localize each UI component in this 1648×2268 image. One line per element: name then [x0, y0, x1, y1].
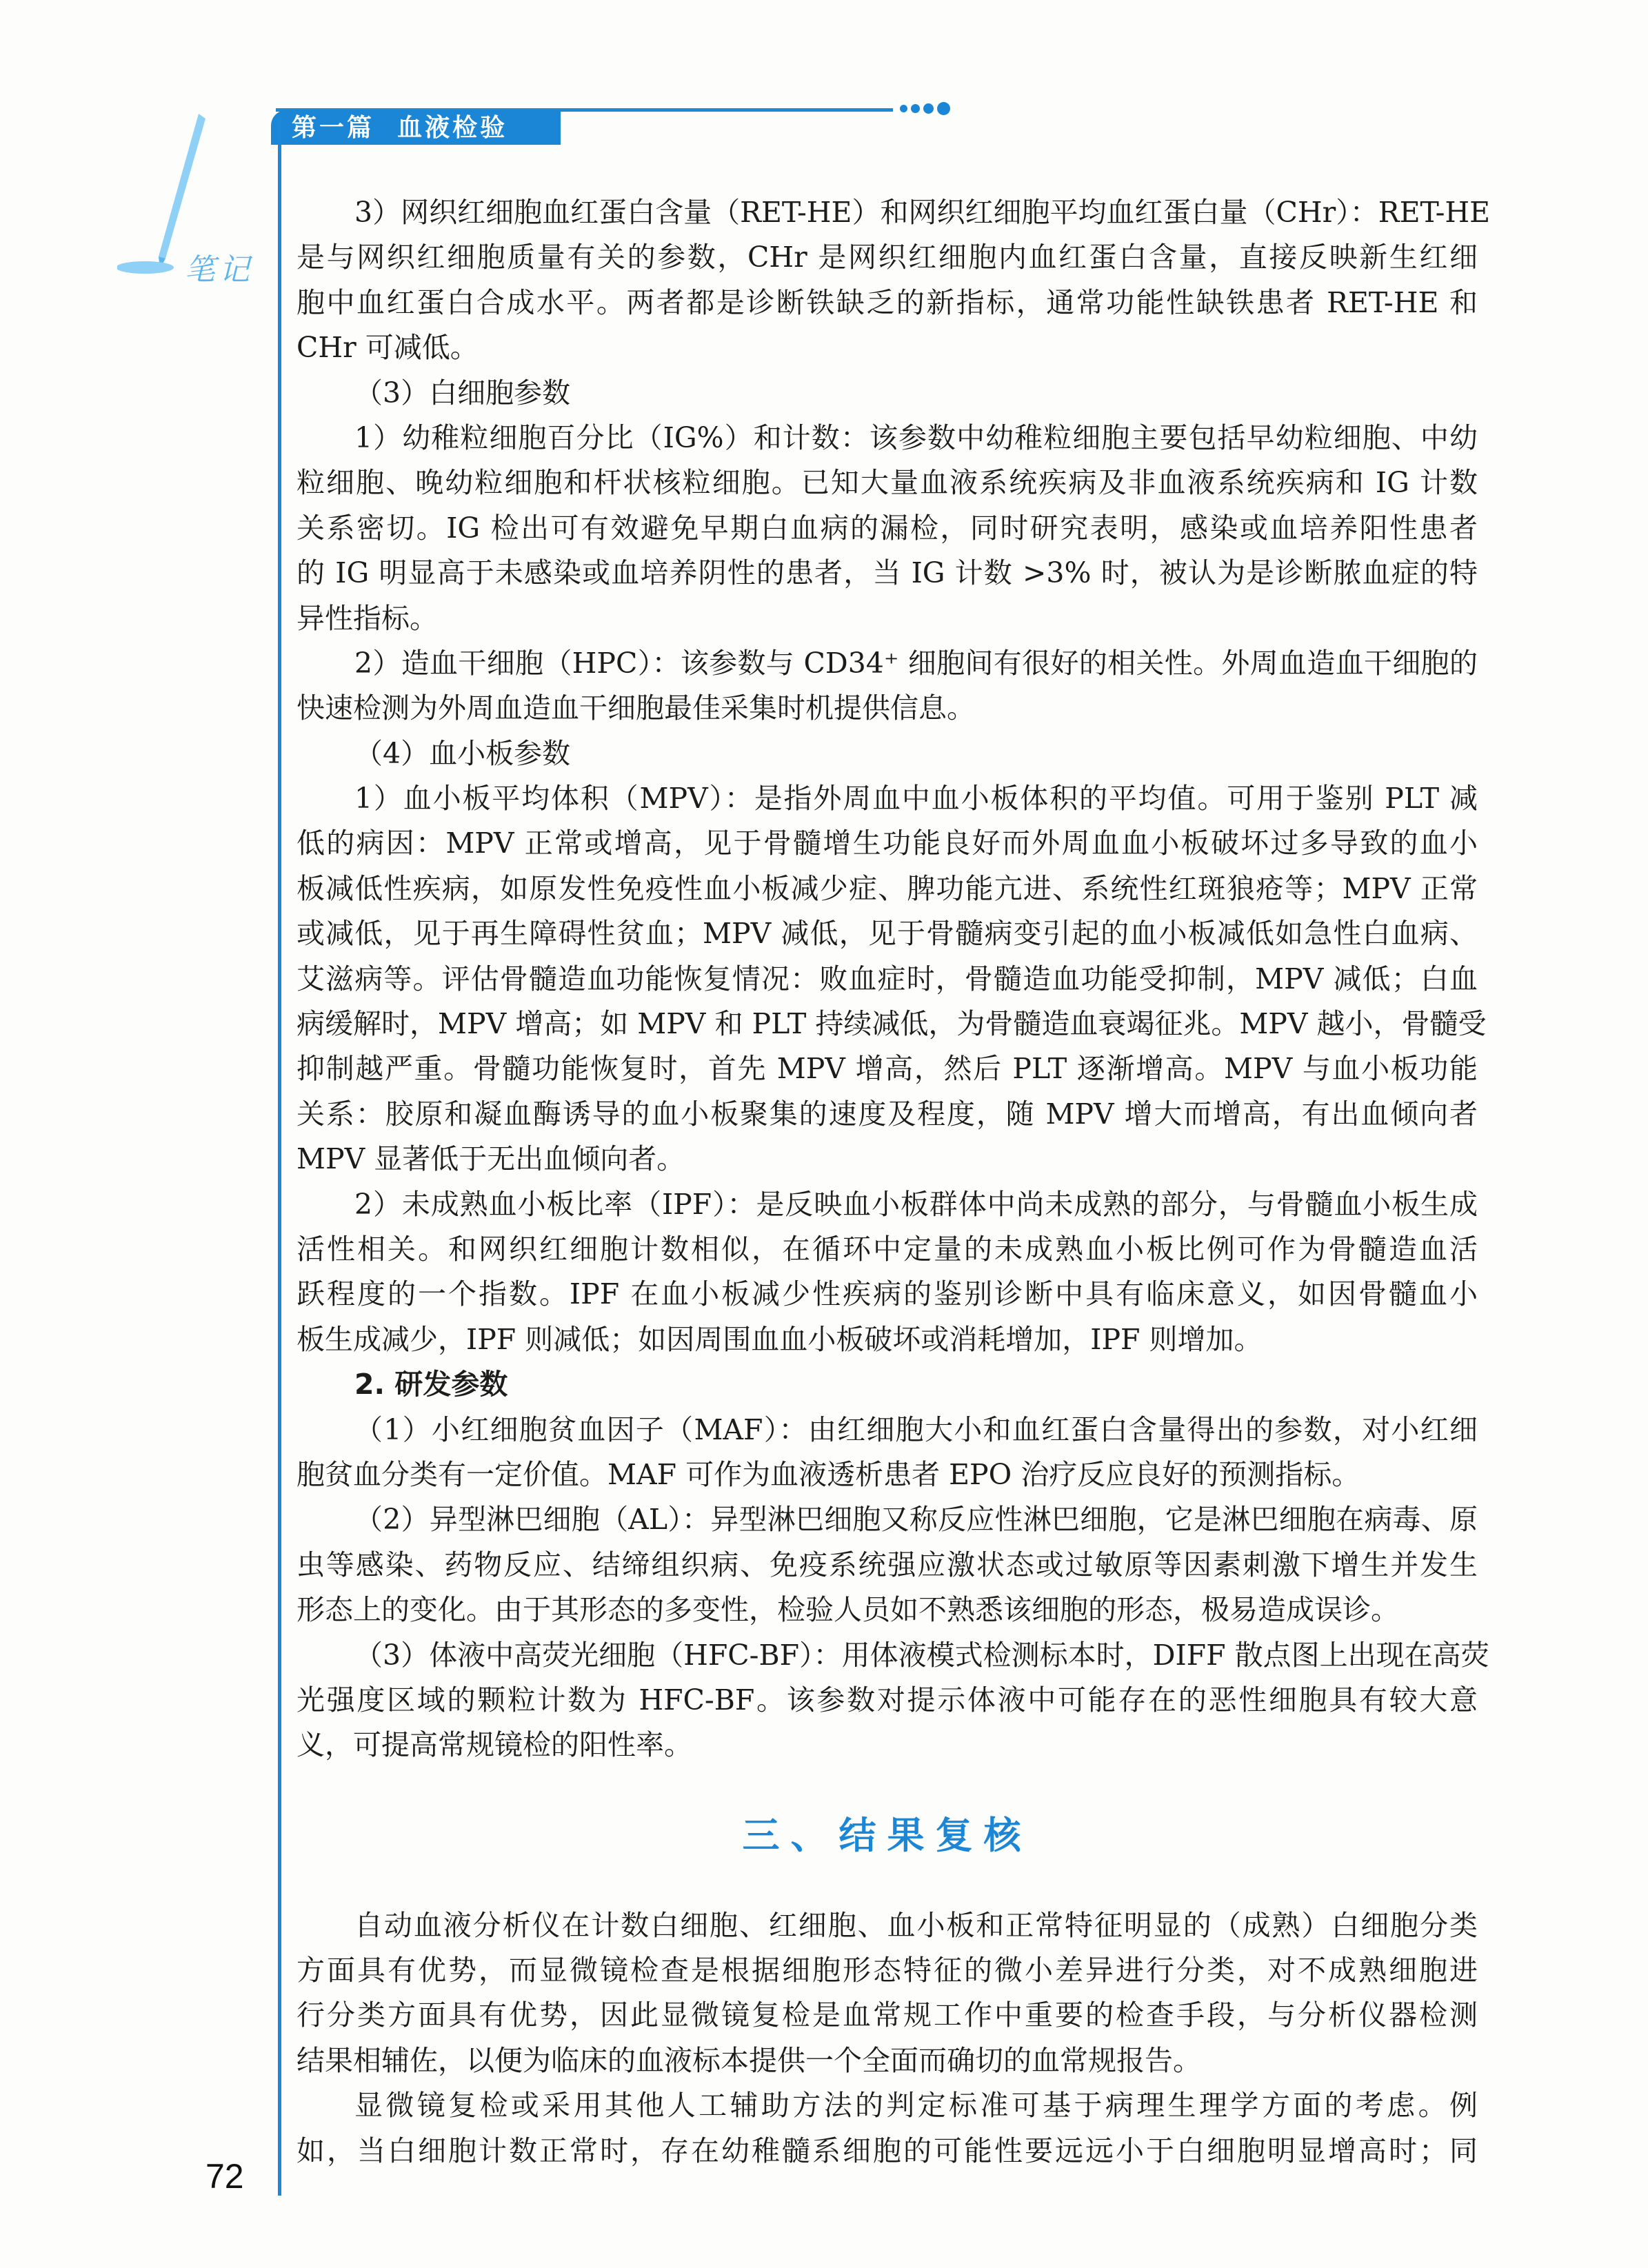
- text-line: 关系：胶原和凝血酶诱导的血小板聚集的速度及程度，随 MPV 增大而增高，有出血倾向者: [297, 1097, 1478, 1131]
- text-line: 3）网织红细胞血红蛋白含量（RET-HE）和网织红细胞平均血红蛋白量（CHr）：RET-HE: [354, 196, 1491, 229]
- text-line: 粒细胞、晚幼粒细胞和杆状核粒细胞。已知大量血液系统疾病及非血液系统疾病和 IG 计数: [297, 466, 1478, 500]
- text-line: 形态上的变化。由于其形态的多变性，检验人员如不熟悉该细胞的形态，极易造成误诊。: [297, 1593, 1399, 1627]
- text-line: CHr 可减低。: [297, 331, 479, 365]
- text-line: 胞贫血分类有一定价值。MAF 可作为血液透析患者 EPO 治疗反应良好的预测指标。: [297, 1457, 1360, 1491]
- page-number: 72: [205, 2157, 244, 2196]
- text-line: 结果相辅佐，以便为临床的血液标本提供一个全面而确切的血常规报告。: [297, 2043, 1201, 2077]
- text-line: 板减低性疾病，如原发性免疫性血小板减少症、脾功能亢进、系统性红斑狼疮等；MPV 正常: [297, 871, 1478, 905]
- text-line: 义，可提高常规镜检的阳性率。: [297, 1728, 692, 1762]
- text-line: 快速检测为外周血造血干细胞最佳采集时机提供信息。: [297, 691, 975, 725]
- text-line: 跃程度的一个指数。IPF 在血小板减少性疾病的鉴别诊断中具有临床意义，如因骨髓血小: [297, 1277, 1478, 1311]
- text-line: 活性相关。和网织红细胞计数相似，在循环中定量的未成熟血小板比例可作为骨髓造血活: [297, 1232, 1478, 1266]
- subsection-heading: 2. 研发参数: [354, 1368, 508, 1401]
- text-line: 低的病因：MPV 正常或增高，见于骨髓增生功能良好而外周血血小板破坏过多导致的血小: [297, 827, 1478, 860]
- text-line: 是与网织红细胞质量有关的参数，CHr 是网织红细胞内血红蛋白含量，直接反映新生红细: [297, 241, 1478, 274]
- text-line: 板生成减少，IPF 则减低；如因周围血血小板破坏或消耗增加，IPF 则增加。: [297, 1322, 1263, 1356]
- text-line: MPV 显著低于无出血倾向者。: [297, 1142, 685, 1176]
- header-dots-decoration: [900, 102, 950, 115]
- subheading-line: （4）血小板参数: [354, 736, 571, 770]
- notes-label: 笔记: [185, 252, 254, 287]
- text-line: 异性指标。: [297, 601, 438, 635]
- text-line: 艾滋病等。评估骨髓造血功能恢复情况：败血症时，骨髓造血功能受抑制，MPV 减低；白血: [297, 962, 1478, 995]
- text-line: （3）体液中高荧光细胞（HFC-BF）：用体液模式检测标本时，DIFF 散点图上出现在高荧: [354, 1638, 1489, 1672]
- section-tab: 第一篇 血液检验: [271, 110, 561, 145]
- text-line: （1）小红细胞贫血因子（MAF）：由红细胞大小和血红蛋白含量得出的参数，对小红细: [354, 1413, 1478, 1446]
- text-line: 虫等感染、药物反应、结缔组织病、免疫系统强应激状态或过敏原等因素刺激下增生并发生: [297, 1548, 1478, 1581]
- text-line: 的 IG 明显高于未感染或血培养阴性的患者，当 IG 计数 >3% 时，被认为是诊断脓血症的特: [297, 556, 1478, 590]
- subheading-line: （3）白细胞参数: [354, 376, 571, 409]
- margin-rule: [278, 117, 281, 2196]
- text-line: 胞中血红蛋白合成水平。两者都是诊断铁缺乏的新指标，通常功能性缺铁患者 RET-HE 和: [297, 285, 1478, 319]
- text-line: 2）造血干细胞（HPC）：该参数与 CD34⁺ 细胞间有很好的相关性。外周血造血干细胞的: [354, 646, 1478, 680]
- section-heading: 三、结果复核: [742, 1813, 1032, 1857]
- text-line: （2）异型淋巴细胞（AL）：异型淋巴细胞又称反应性淋巴细胞，它是淋巴细胞在病毒、原: [354, 1503, 1478, 1537]
- text-line: 光强度区域的颗粒计数为 HFC-BF。该参数对提示体液中可能存在的恶性细胞具有较大意: [297, 1683, 1478, 1717]
- text-line: 方面具有优势，而显微镜检查是根据细胞形态特征的微小差异进行分类，对不成熟细胞进: [297, 1954, 1478, 1987]
- text-line: 2）未成熟血小板比率（IPF）：是反映血小板群体中尚未成熟的部分，与骨髓血小板生成: [354, 1187, 1478, 1221]
- text-line: 病缓解时，MPV 增高；如 MPV 和 PLT 持续减低，为骨髓造血衰竭征兆。MPV 越小，骨髓受: [297, 1007, 1487, 1041]
- page-body: [297, 190, 1491, 2174]
- text-line: 1）血小板平均体积（MPV）：是指外周血中血小板体积的平均值。可用于鉴别 PLT 减: [354, 782, 1478, 816]
- text-line: 关系密切。IG 检出可有效避免早期白血病的漏检，同时研究表明，感染或血培养阳性患者: [297, 511, 1478, 545]
- text-line: 行分类方面具有优势，因此显微镜复检是血常规工作中重要的检查手段，与分析仪器检测: [297, 1998, 1478, 2032]
- text-line: 1）幼稚粒细胞百分比（IG%）和计数：该参数中幼稚粒细胞主要包括早幼粒细胞、中幼: [354, 421, 1478, 454]
- text-line: 抑制越严重。骨髓功能恢复时，首先 MPV 增高，然后 PLT 逐渐增高。MPV 与血小板功能: [297, 1052, 1478, 1086]
- text-line: 如，当白细胞计数正常时，存在幼稚髓系细胞的可能性要远远小于白细胞明显增高时；同: [297, 2134, 1478, 2167]
- text-line: 自动血液分析仪在计数白细胞、红细胞、血小板和正常特征明显的（成熟）白细胞分类: [354, 1908, 1478, 1942]
- text-line: 或减低，见于再生障碍性贫血；MPV 减低，见于骨髓病变引起的血小板减低如急性白血病、: [297, 917, 1478, 951]
- text-line: 显微镜复检或采用其他人工辅助方法的判定标准可基于病理生理学方面的考虑。例: [354, 2089, 1478, 2123]
